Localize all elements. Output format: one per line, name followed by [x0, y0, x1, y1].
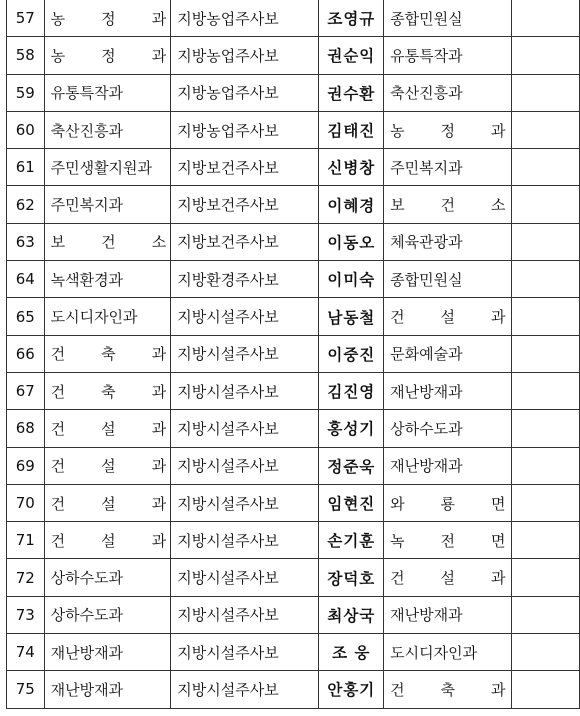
name-cell: 이중진: [319, 335, 384, 372]
name-cell: 남동철: [319, 298, 384, 335]
new-department-cell: 문화예술과: [384, 335, 512, 372]
new-department-cell: 건 설 과: [384, 559, 512, 596]
remarks-cell: [512, 74, 580, 111]
new-department-cell: 재난방재과: [384, 596, 512, 633]
row-number-cell: 74: [7, 634, 45, 671]
rank-cell: 지방농업주사보: [171, 74, 319, 111]
table-row: [7, 37, 580, 74]
current-department-cell: 건 설 과: [44, 410, 171, 447]
rank-cell: 지방시설주사보: [171, 298, 319, 335]
remarks-cell: [512, 37, 580, 74]
rank-cell: 지방시설주사보: [171, 484, 319, 521]
table-row: [7, 559, 580, 596]
rank-cell: 지방농업주사보: [171, 0, 319, 37]
remarks-cell: [512, 335, 580, 372]
row-number-cell: 73: [7, 596, 45, 633]
current-department-cell: 주민복지과: [44, 186, 171, 223]
table-row: [7, 484, 580, 521]
name-cell: 이혜경: [319, 186, 384, 223]
row-number-cell: 68: [7, 410, 45, 447]
remarks-cell: [512, 596, 580, 633]
current-department-cell: 상하수도과: [44, 559, 171, 596]
row-number-cell: 65: [7, 298, 45, 335]
row-number-cell: 71: [7, 522, 45, 559]
new-department-cell: 상하수도과: [384, 410, 512, 447]
rank-cell: 지방시설주사보: [171, 559, 319, 596]
remarks-cell: [512, 223, 580, 260]
new-department-cell: 농 정 과: [384, 111, 512, 148]
row-number-cell: 64: [7, 261, 45, 298]
remarks-cell: [512, 186, 580, 223]
current-department-cell: 건 축 과: [44, 372, 171, 409]
table-row: [7, 111, 580, 148]
table-row: [7, 186, 580, 223]
name-cell: 장덕호: [319, 559, 384, 596]
name-cell: 김태진: [319, 111, 384, 148]
row-number-cell: 58: [7, 37, 45, 74]
row-number-cell: 67: [7, 372, 45, 409]
current-department-cell: 도시디자인과: [44, 298, 171, 335]
name-cell: 안홍기: [319, 671, 384, 708]
row-number-cell: 66: [7, 335, 45, 372]
new-department-cell: 축산진흥과: [384, 74, 512, 111]
new-department-cell: 체육관광과: [384, 223, 512, 260]
new-department-cell: 재난방재과: [384, 372, 512, 409]
rank-cell: 지방농업주사보: [171, 37, 319, 74]
table-row: [7, 149, 580, 186]
rank-cell: 지방농업주사보: [171, 111, 319, 148]
row-number-cell: 70: [7, 484, 45, 521]
new-department-cell: 와 룡 면: [384, 484, 512, 521]
current-department-cell: 녹색환경과: [44, 261, 171, 298]
table-row: [7, 596, 580, 633]
table-row: [7, 261, 580, 298]
row-number-cell: 69: [7, 447, 45, 484]
row-number-cell: 59: [7, 74, 45, 111]
rank-cell: 지방보건주사보: [171, 223, 319, 260]
table-row: [7, 0, 580, 37]
rank-cell: 지방시설주사보: [171, 671, 319, 708]
name-cell: 조 웅: [319, 634, 384, 671]
current-department-cell: 재난방재과: [44, 634, 171, 671]
name-cell: 권순익: [319, 37, 384, 74]
name-cell: 김진영: [319, 372, 384, 409]
remarks-cell: [512, 671, 580, 708]
current-department-cell: 유통특작과: [44, 74, 171, 111]
name-cell: 정준욱: [319, 447, 384, 484]
table-row: [7, 335, 580, 372]
rank-cell: 지방환경주사보: [171, 261, 319, 298]
current-department-cell: 건 설 과: [44, 484, 171, 521]
rank-cell: 지방시설주사보: [171, 447, 319, 484]
table-row: [7, 410, 580, 447]
name-cell: 조영규: [319, 0, 384, 37]
table-row: [7, 74, 580, 111]
new-department-cell: 유통특작과: [384, 37, 512, 74]
rank-cell: 지방시설주사보: [171, 372, 319, 409]
name-cell: 권수환: [319, 74, 384, 111]
remarks-cell: [512, 298, 580, 335]
table-row: [7, 298, 580, 335]
name-cell: 이동오: [319, 223, 384, 260]
remarks-cell: [512, 261, 580, 298]
remarks-cell: [512, 149, 580, 186]
remarks-cell: [512, 522, 580, 559]
new-department-cell: 주민복지과: [384, 149, 512, 186]
current-department-cell: 주민생활지원과: [44, 149, 171, 186]
table-row: [7, 634, 580, 671]
table-row: [7, 447, 580, 484]
new-department-cell: 종합민원실: [384, 261, 512, 298]
current-department-cell: 축산진흥과: [44, 111, 171, 148]
current-department-cell: 건 설 과: [44, 522, 171, 559]
name-cell: 임현진: [319, 484, 384, 521]
rank-cell: 지방보건주사보: [171, 186, 319, 223]
remarks-cell: [512, 372, 580, 409]
personnel-table: [6, 0, 580, 709]
current-department-cell: 상하수도과: [44, 596, 171, 633]
remarks-cell: [512, 634, 580, 671]
rank-cell: 지방시설주사보: [171, 410, 319, 447]
new-department-cell: 재난방재과: [384, 447, 512, 484]
rank-cell: 지방시설주사보: [171, 335, 319, 372]
current-department-cell: 건 설 과: [44, 447, 171, 484]
remarks-cell: [512, 484, 580, 521]
new-department-cell: 건 설 과: [384, 298, 512, 335]
current-department-cell: 재난방재과: [44, 671, 171, 708]
rank-cell: 지방시설주사보: [171, 634, 319, 671]
personnel-table-body: [7, 0, 580, 708]
new-department-cell: 건 축 과: [384, 671, 512, 708]
new-department-cell: 녹 전 면: [384, 522, 512, 559]
current-department-cell: 농 정 과: [44, 37, 171, 74]
table-row: [7, 671, 580, 708]
remarks-cell: [512, 410, 580, 447]
remarks-cell: [512, 0, 580, 37]
name-cell: 홍성기: [319, 410, 384, 447]
row-number-cell: 57: [7, 0, 45, 37]
table-row: [7, 522, 580, 559]
current-department-cell: 건 축 과: [44, 335, 171, 372]
name-cell: 손기훈: [319, 522, 384, 559]
name-cell: 이미숙: [319, 261, 384, 298]
new-department-cell: 보 건 소: [384, 186, 512, 223]
rank-cell: 지방보건주사보: [171, 149, 319, 186]
rank-cell: 지방시설주사보: [171, 596, 319, 633]
current-department-cell: 농 정 과: [44, 0, 171, 37]
personnel-table-container: [6, 0, 580, 709]
remarks-cell: [512, 559, 580, 596]
row-number-cell: 63: [7, 223, 45, 260]
remarks-cell: [512, 447, 580, 484]
row-number-cell: 60: [7, 111, 45, 148]
table-row: [7, 223, 580, 260]
current-department-cell: 보 건 소: [44, 223, 171, 260]
new-department-cell: 도시디자인과: [384, 634, 512, 671]
row-number-cell: 61: [7, 149, 45, 186]
name-cell: 신병창: [319, 149, 384, 186]
row-number-cell: 75: [7, 671, 45, 708]
new-department-cell: 종합민원실: [384, 0, 512, 37]
remarks-cell: [512, 111, 580, 148]
name-cell: 최상국: [319, 596, 384, 633]
rank-cell: 지방시설주사보: [171, 522, 319, 559]
table-row: [7, 372, 580, 409]
row-number-cell: 62: [7, 186, 45, 223]
row-number-cell: 72: [7, 559, 45, 596]
